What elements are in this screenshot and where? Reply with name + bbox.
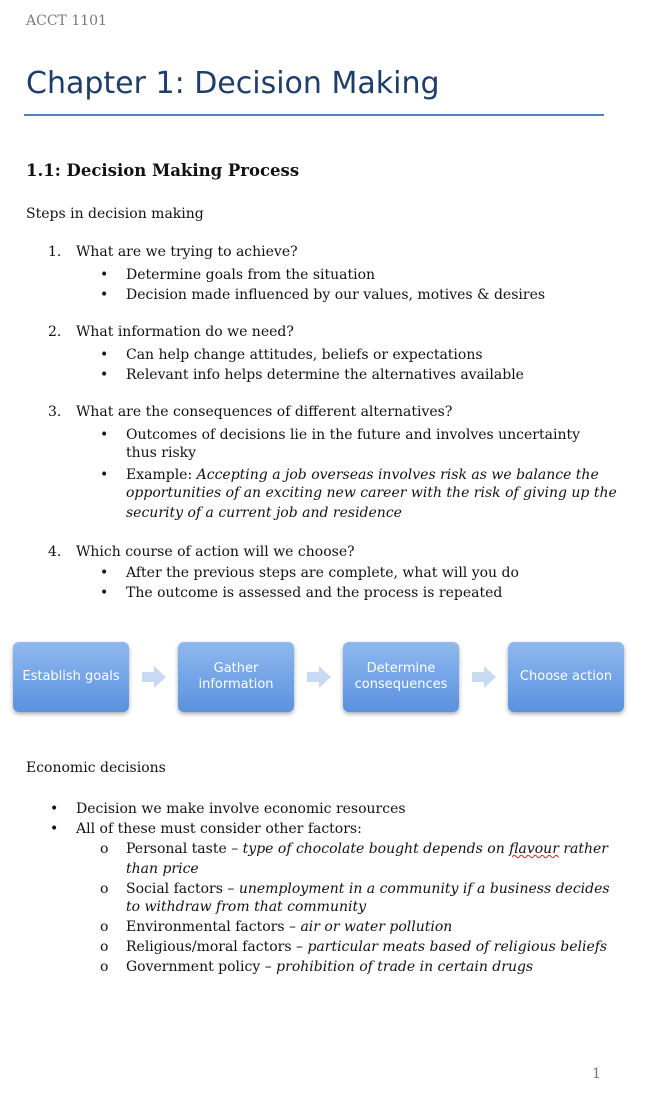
step-text: Which course of action will we choose? [76, 544, 355, 560]
section-heading: 1.1: Decision Making Process [26, 161, 300, 180]
step-number: 2. [48, 324, 62, 340]
flow-arrow-icon [141, 664, 167, 690]
step-1 [48, 244, 298, 260]
step-text: What information do we need? [76, 324, 294, 340]
economic-heading: Economic decisions [26, 760, 166, 776]
step-number: 1. [48, 244, 62, 260]
step-2 [48, 324, 294, 340]
flow-arrow-icon [306, 664, 332, 690]
step-4 [48, 544, 355, 560]
flow-box-gather-information: Gather information [178, 642, 294, 712]
step-number: 3. [48, 404, 62, 420]
title-underline [24, 114, 604, 116]
flow-box-choose-action: Choose action [508, 642, 624, 712]
step-number: 4. [48, 544, 62, 560]
flow-box-determine-consequences: Determine consequences [343, 642, 459, 712]
step-text: What are the consequences of different alternatives? [76, 404, 453, 420]
flow-box-establish-goals: Establish goals [13, 642, 129, 712]
step-3 [48, 404, 452, 420]
flow-arrow-icon [471, 664, 497, 690]
chapter-title: Chapter 1: Decision Making [26, 66, 440, 101]
course-code: ACCT 1101 [26, 13, 107, 29]
spellcheck-flag: flavour [509, 841, 559, 857]
intro-text: Steps in decision making [26, 206, 204, 222]
page-number: 1 [592, 1066, 601, 1082]
step-text: What are we trying to achieve? [76, 244, 298, 260]
